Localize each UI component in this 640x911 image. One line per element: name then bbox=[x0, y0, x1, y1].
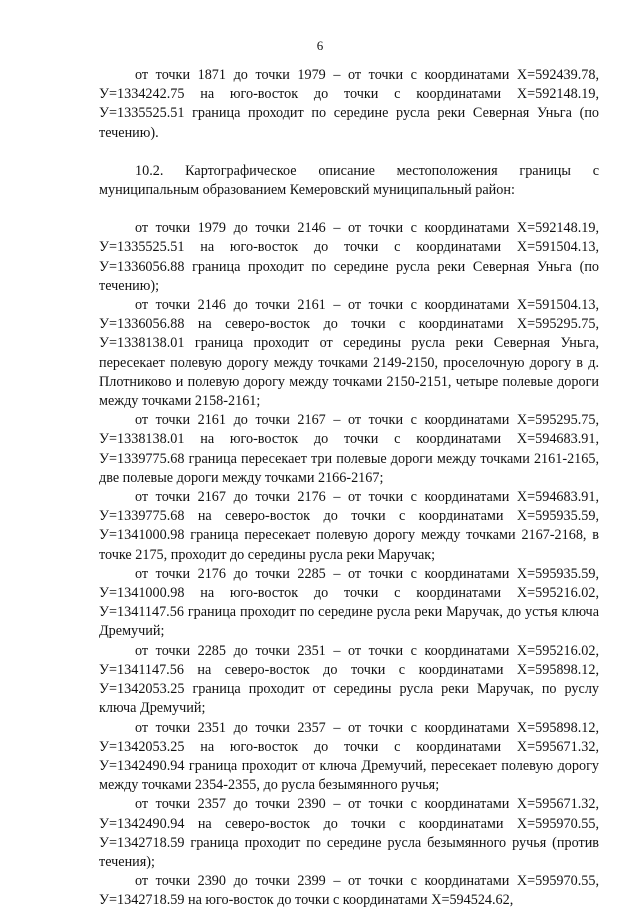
document-body bbox=[99, 66, 599, 911]
section-heading: 10.2. Картографическое описание местоположения границы с муниципальным образованием Кемеровский муниципальный район: bbox=[99, 162, 599, 199]
boundary-paragraph: от точки 2351 до точки 2357 – от точки с координатами X=595898.12, У=1342053.25 на юго-восток до точки с координатами X=595671.32, У=1342490.94 граница проходит от ключа Дремучий, пересекает полевую дорогу между точками 2354-2355, до русла безымянного ручья; bbox=[99, 719, 599, 794]
intro-paragraph: от точки 1871 до точки 1979 – от точки с координатами X=592439.78, У=1334242.75 на юго-восток до точки с координатами X=592148.19, У=1335525.51 граница проходит по середине русла реки Северная Уньга (по течению). bbox=[99, 67, 599, 141]
boundary-paragraph: от точки 2161 до точки 2167 – от точки с координатами X=595295.75, У=1338138.01 на юго-восток до точки с координатами X=594683.91, У=1339775.68 граница пересекает три полевые дороги между точками 2161-2165, две полевые дороги между точками 2166-2167; bbox=[99, 412, 599, 486]
boundary-paragraph: от точки 2390 до точки 2399 – от точки с координатами X=595970.55, У=1342718.59 на юго-восток до точки с координатами X=594524.62, bbox=[99, 873, 599, 909]
boundary-paragraph: от точки 2357 до точки 2390 – от точки с координатами X=595671.32, У=1342490.94 на северо-восток до точки с координатами X=595970.55, У=1342718.59 граница проходит по середине русла безымянного ручья (против течения); bbox=[99, 796, 599, 870]
boundary-paragraph: от точки 2176 до точки 2285 – от точки с координатами X=595935.59, У=1341000.98 на юго-восток до точки с координатами X=595216.02, У=1341147.56 граница проходит по середине русла реки Маручак, до устья ключа Дремучий; bbox=[99, 565, 599, 640]
page-number: 6 bbox=[316, 38, 324, 53]
boundary-paragraph: от точки 2285 до точки 2351 – от точки с координатами X=595216.02, У=1341147.56 на северо-восток до точки с координатами X=595898.12, У=1342053.25 граница проходит от середины русла реки Маручак, по руслу ключа Дремучий; bbox=[99, 642, 599, 717]
boundary-paragraph: от точки 2167 до точки 2176 – от точки с координатами X=594683.91, У=1339775.68 на северо-восток до точки с координатами X=595935.59, У=1341000.98 граница пересекает полевую дорогу между точками 2167-2168, в точке 2175, проходит до середины русла реки Маручак; bbox=[99, 489, 599, 563]
boundary-paragraph: от точки 2146 до точки 2161 – от точки с координатами X=591504.13, У=1336056.88 на северо-восток до точки с координатами X=595295.75, У=1338138.01 граница проходит от середины русла реки Северная Уньга, пересекает полевую дорогу между точками 2149-2150, проселочную дорогу в д. Плотниково и полевую дорогу между точками 2150-2151, четыре полевые дороги между точками 2158-2161; bbox=[99, 297, 599, 410]
boundary-paragraph: от точки 1979 до точки 2146 – от точки с координатами X=592148.19, У=1335525.51 на юго-восток до точки с координатами X=591504.13, У=1336056.88 граница проходит по середине русла реки Северная Уньга (по течению); bbox=[99, 220, 599, 294]
spacer bbox=[99, 200, 599, 219]
